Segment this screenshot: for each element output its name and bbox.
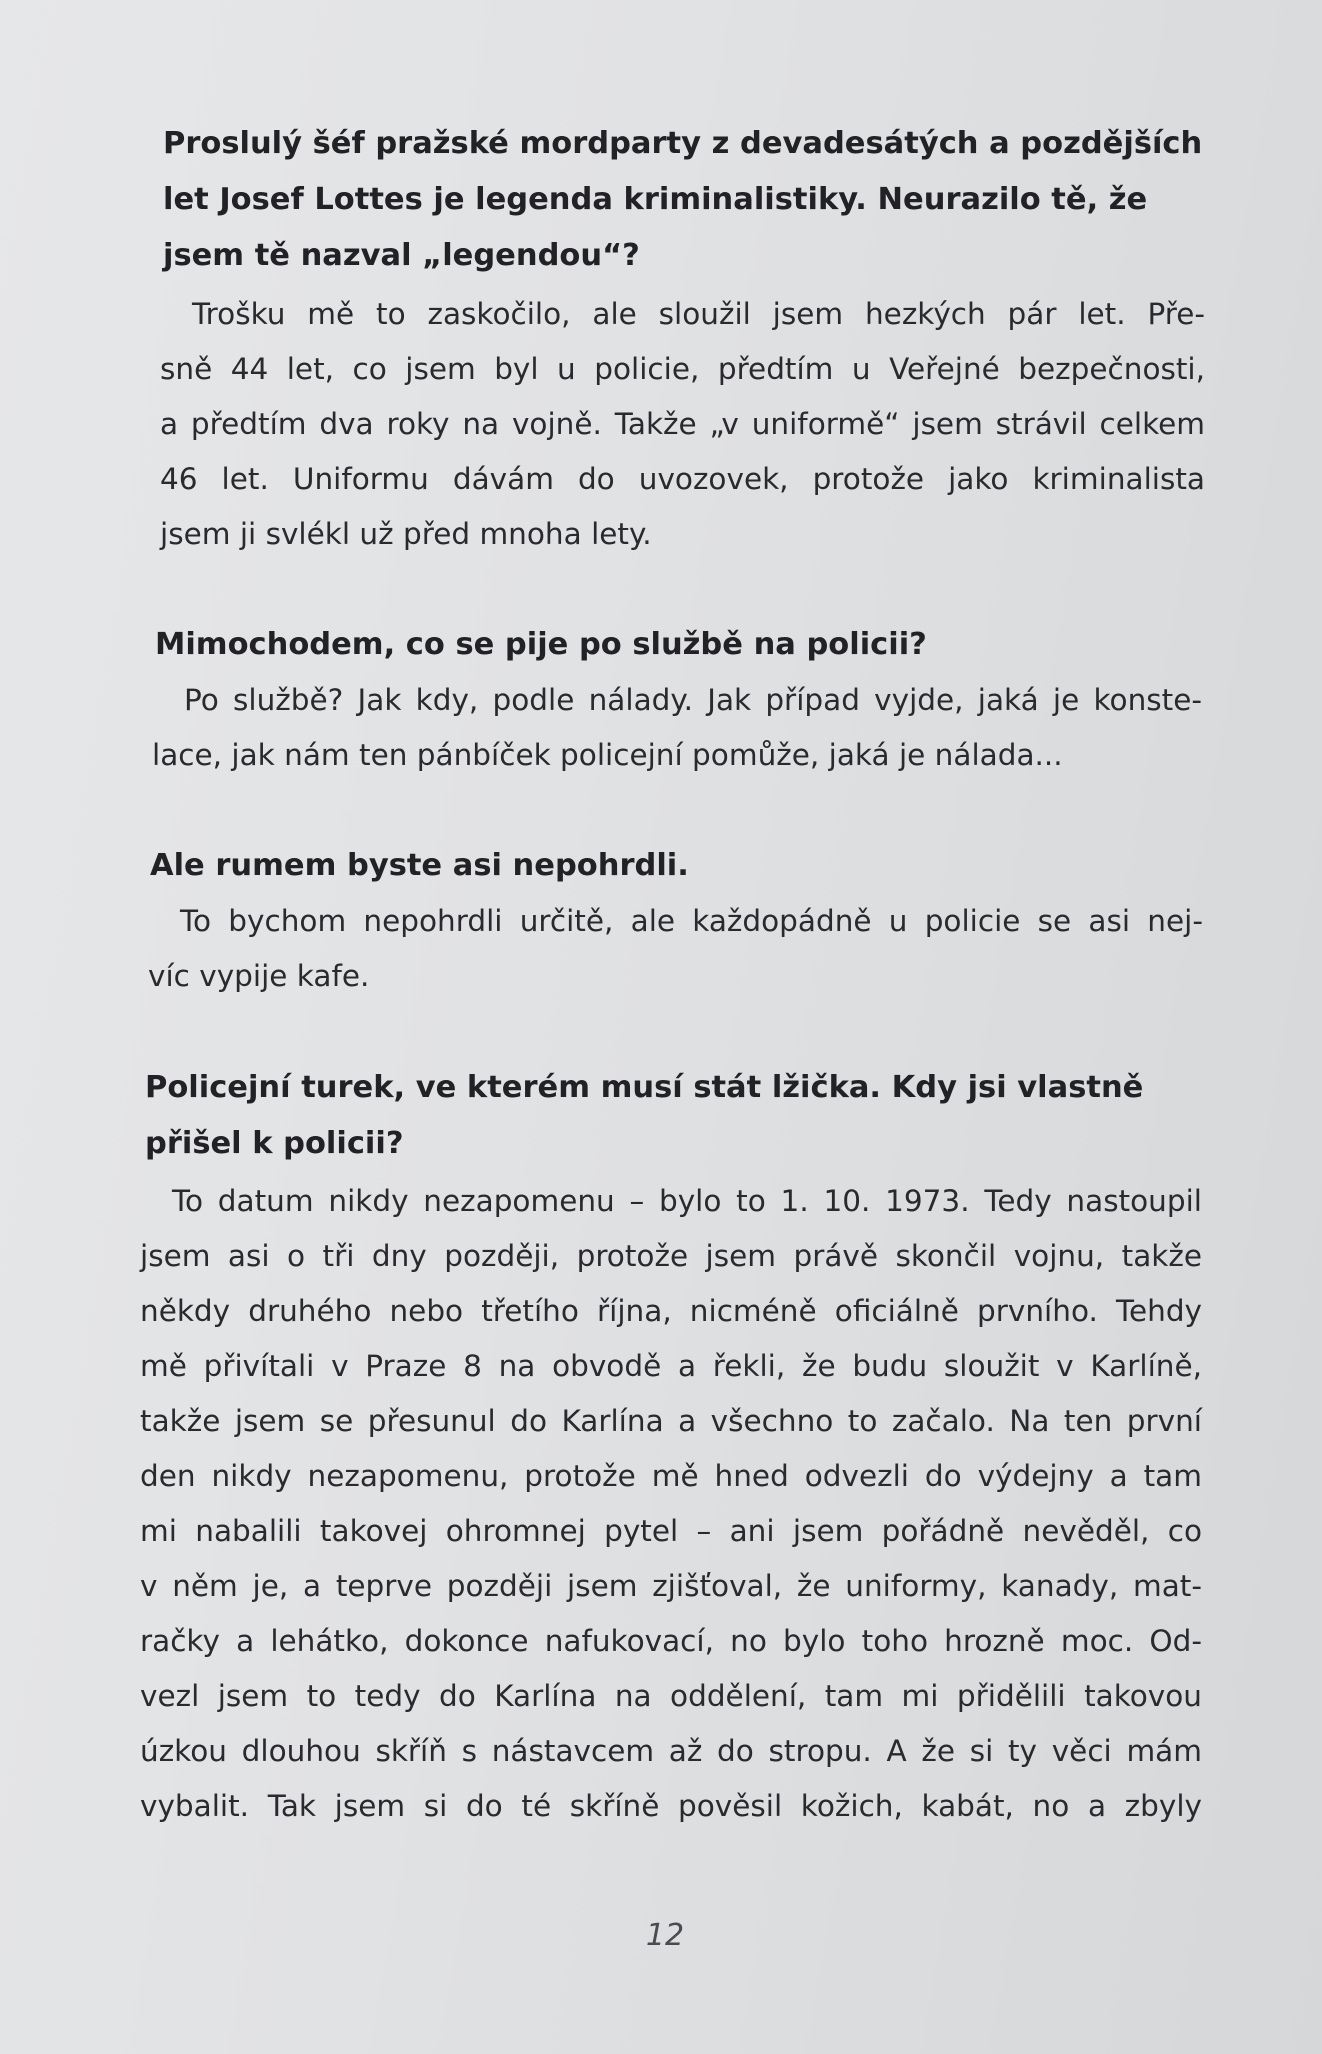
question-1-line-1: Proslulý šéf pražské mordparty z devadesátých a pozdějších [163,126,1203,161]
question-4-line-2: přišel k policii? [145,1126,404,1161]
answer-4-line-11: úzkou dlouhou skříň s nástavcem až do stropu. A že si ty věci mám [140,1734,1202,1768]
answer-4 [140,1174,1202,1834]
question-4-line-1: Policejní turek, ve kterém musí stát lžička. Kdy jsi vlastně [145,1070,1144,1105]
answer-1-line-4: 46 let. Uniformu dávám do uvozovek, protože jako kriminalista [160,462,1205,496]
question-1 [163,116,1203,284]
answer-4-line-4: mě přivítali v Praze 8 na obvodě a řekli, že budu sloužit v Karlíně, [140,1349,1202,1383]
answer-1-line-1: Trošku mě to zaskočilo, ale sloužil jsem hezkých pár let. Pře- [192,297,1205,331]
question-2 [155,617,1195,673]
answer-4-line-5: takže jsem se přesunul do Karlína a všechno to začalo. Na ten první [140,1404,1202,1438]
answer-3 [148,894,1203,1004]
answer-4-line-9: račky a lehátko, dokonce nafukovací, no bylo toho hrozně moc. Od- [140,1624,1202,1658]
question-1-line-2: let Josef Lottes je legenda kriminalistiky. Neurazilo tě, že [163,182,1148,217]
answer-3-line-2: víc vypije kafe. [148,959,370,993]
answer-4-line-12: vybalit. Tak jsem si do té skříně pověsil kožich, kabát, no a zbyly [140,1789,1202,1823]
answer-1 [160,287,1205,562]
answer-4-line-8: v něm je, a teprve později jsem zjišťoval, že uniformy, kanady, mat- [140,1569,1202,1603]
answer-2-line-1: Po službě? Jak kdy, podle nálady. Jak případ vyjde, jaká je konste- [184,683,1202,717]
answer-2 [152,673,1202,783]
answer-4-line-7: mi nabalili takovej ohromnej pytel – ani jsem pořádně nevěděl, co [140,1514,1202,1548]
answer-4-line-1: To datum nikdy nezapomenu – bylo to 1. 10. 1973. Tedy nastoupil [172,1184,1202,1218]
answer-2-line-2: lace, jak nám ten pánbíček policejní pomůže, jaká je nálada... [152,738,1063,772]
question-2-line-1: Mimochodem, co se pije po službě na policii? [155,627,927,662]
answer-4-line-2: jsem asi o tři dny později, protože jsem právě skončil vojnu, takže [140,1239,1202,1273]
answer-3-line-1: To bychom nepohrdli určitě, ale každopádně u policie se asi nej- [180,904,1203,938]
question-3 [150,838,1190,894]
question-1-line-3: jsem tě nazval „legendou“? [163,238,640,273]
answer-4-line-3: někdy druhého nebo třetího října, nicméně oficiálně prvního. Tehdy [140,1294,1202,1328]
answer-1-line-5: jsem ji svlékl už před mnoha lety. [160,517,652,551]
question-4 [145,1060,1185,1172]
question-3-line-1: Ale rumem byste asi nepohrdli. [150,848,689,883]
answer-1-line-2: sně 44 let, co jsem byl u policie, předtím u Veřejné bezpečnosti, [160,352,1205,386]
answer-1-line-3: a předtím dva roky na vojně. Takže „v uniformě“ jsem strávil celkem [160,407,1205,441]
answer-4-line-10: vezl jsem to tedy do Karlína na oddělení, tam mi přidělili takovou [140,1679,1202,1713]
page-number: 12 [645,1918,685,1953]
answer-4-line-6: den nikdy nezapomenu, protože mě hned odvezli do výdejny a tam [140,1459,1202,1493]
